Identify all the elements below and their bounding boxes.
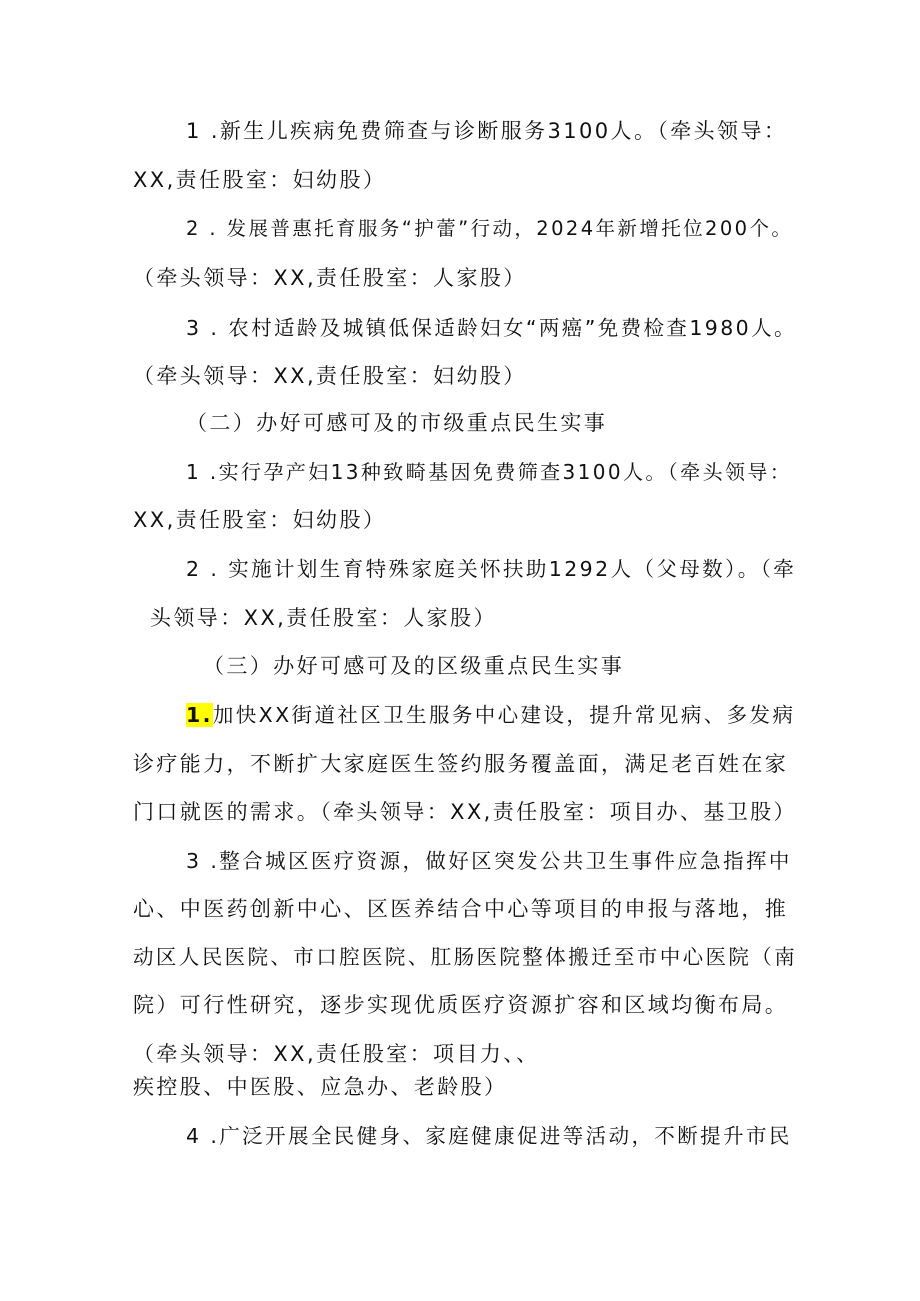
- paragraph-line: 2 . 实施计划生育特殊家庭关怀扶助1292人（父母数）。（牵: [186, 557, 797, 581]
- paragraph-line: 动区人民医院、市口腔医院、肛肠医院整体搬迁至市中心医院（南: [133, 945, 798, 969]
- paragraph-line: 4 .广泛开展全民健身、家庭健康促进等活动，不断提升市民: [186, 1124, 792, 1148]
- paragraph-line: 1 .新生儿疾病免费筛查与诊断服务3100人。（牵头领导：: [186, 119, 788, 143]
- paragraph-line: （牵头领导：XX,责任股室：人家股）: [133, 266, 527, 290]
- paragraph-line: （牵头领导：XX,责任股室：妇幼股）: [133, 364, 527, 388]
- paragraph-line: 院）可行性研究，逐步实现优质医疗资源扩容和区域均衡布局。: [133, 993, 789, 1017]
- paragraph-line: 2 . 发展普惠托育服务“护蕾”行动，2024年新增托位200个。: [186, 217, 794, 240]
- paragraph-line: 疾控股、中医股、应急办、老龄股）: [133, 1075, 508, 1099]
- paragraph-line: 头领导：XX,责任股室：人家股）: [150, 606, 497, 630]
- paragraph-line: 心、中医药创新中心、区医养结合中心等项目的申报与落地，推: [133, 897, 789, 921]
- paragraph-line: 3 . 农村适龄及城镇低保适龄妇女“两癌”免费检查1980人。: [186, 316, 797, 340]
- paragraph-line: XX,责任股室：妇幼股）: [133, 168, 387, 192]
- paragraph-line: 1.加快XX街道社区卫生服务中心建设，提升常见病、多发病: [186, 703, 796, 727]
- section-heading: （二）办好可感可及的市级重点民生实事: [186, 411, 608, 435]
- paragraph-line: 诊疗能力，不断扩大家庭医生签约服务覆盖面，满足老百姓在家: [133, 752, 789, 776]
- paragraph-line: XX,责任股室：妇幼股）: [133, 508, 387, 532]
- paragraph-line: （牵头领导：XX,责任股室：项目力、、: [133, 1042, 540, 1066]
- paragraph-line: 1 .实行孕产妇13种致畸基因免费筛查3100人。（牵头领导：: [186, 460, 793, 484]
- section-heading: （三）办好可感可及的区级重点民生实事: [203, 654, 625, 678]
- paragraph-line: 门口就医的需求。（牵头领导：XX,责任股室：项目办、基卫股）: [133, 800, 797, 824]
- paragraph-line: 3 .整合城区医疗资源，做好区突发公共卫生事件应急指挥中: [186, 849, 792, 873]
- highlighted-number: 1.: [186, 703, 213, 727]
